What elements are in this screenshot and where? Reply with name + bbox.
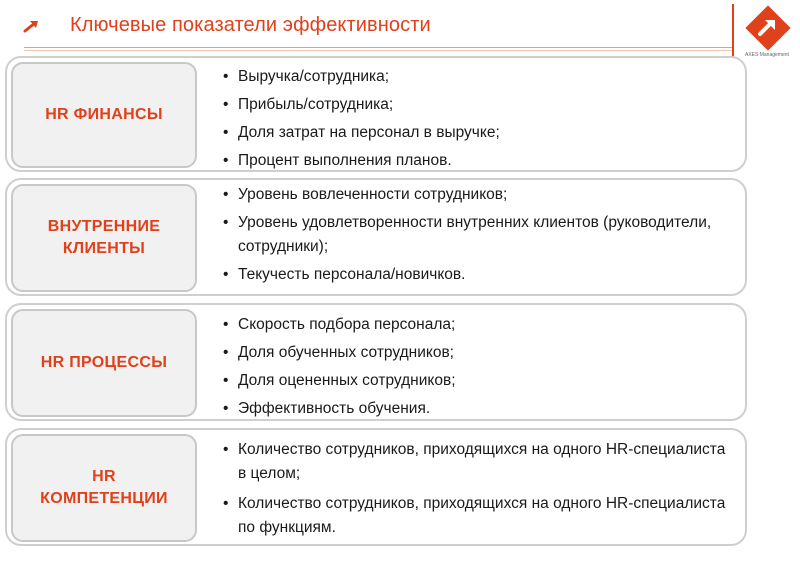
- list-item: • Уровень удовлетворенности внутренних клиентов (руководители, сотрудники);: [223, 211, 737, 259]
- arrow-up-right-icon: [22, 15, 48, 35]
- kpi-row-hr-competencies: [5, 428, 747, 546]
- list-item: • Уровень вовлеченности сотрудников;: [223, 183, 737, 207]
- kpi-list: [223, 313, 737, 421]
- list-item: • Скорость подбора персонала;: [223, 313, 737, 337]
- category-label: HR КОМПЕТЕНЦИИ: [11, 434, 197, 542]
- list-item: • Текучесть персонала/новичков.: [223, 263, 737, 287]
- logo-caption: AXES Management: [745, 52, 789, 58]
- list-item: • Прибыль/сотрудника;: [223, 93, 737, 117]
- list-item: • Доля затрат на персонал в выручке;: [223, 121, 737, 145]
- kpi-row-hr-finance: [5, 56, 747, 172]
- company-logo-icon: [744, 4, 792, 52]
- list-item: • Эффективность обучения.: [223, 397, 737, 421]
- kpi-list: [223, 438, 737, 540]
- kpi-list: [223, 183, 737, 287]
- category-label: HR ПРОЦЕССЫ: [11, 309, 197, 417]
- list-item: • Количество сотрудников, приходящихся на одного HR-специалиста по функциям.: [223, 492, 737, 540]
- category-label: ВНУТРЕННИЕ КЛИЕНТЫ: [11, 184, 197, 292]
- category-label: HR ФИНАНСЫ: [11, 62, 197, 168]
- list-item: • Процент выполнения планов.: [223, 149, 737, 173]
- header-divider: [24, 47, 734, 48]
- kpi-list: [223, 65, 737, 173]
- header-divider-secondary: [24, 50, 734, 51]
- list-item: • Количество сотрудников, приходящихся на одного HR-специалиста в целом;: [223, 438, 737, 486]
- kpi-row-hr-processes: [5, 303, 747, 421]
- list-item: • Доля обученных сотрудников;: [223, 341, 737, 365]
- kpi-row-internal-clients: [5, 178, 747, 296]
- list-item: • Выручка/сотрудника;: [223, 65, 737, 89]
- list-item: • Доля оцененных сотрудников;: [223, 369, 737, 393]
- page-title: Ключевые показатели эффективности: [70, 14, 431, 36]
- logo-divider: [732, 4, 734, 62]
- slide-header: [0, 0, 800, 58]
